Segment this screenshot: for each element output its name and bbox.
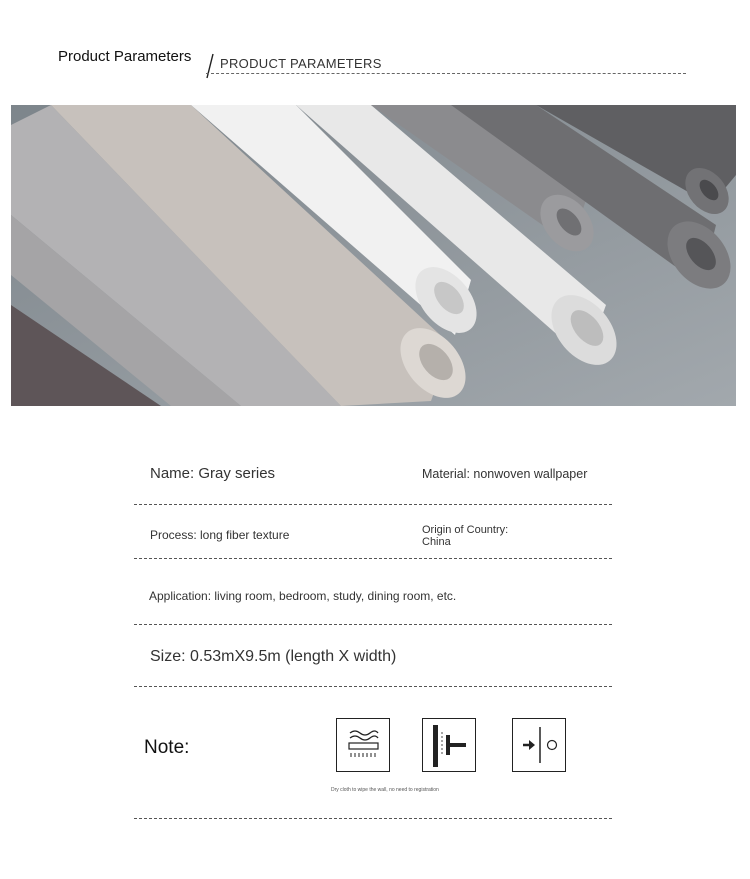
divider-3 bbox=[134, 624, 612, 625]
param-application: Application: living room, bedroom, study, dining room, etc. bbox=[149, 589, 457, 603]
header-slash bbox=[204, 52, 216, 80]
divider-5 bbox=[134, 818, 612, 819]
origin-value: China bbox=[422, 536, 451, 548]
param-material: Material: nonwoven wallpaper bbox=[422, 467, 588, 481]
product-photo bbox=[11, 105, 736, 406]
wipe-clean-icon bbox=[336, 718, 390, 772]
param-origin bbox=[422, 524, 508, 548]
header-title: Product Parameters bbox=[58, 48, 192, 65]
divider-4 bbox=[134, 686, 612, 687]
note-label: Note: bbox=[144, 737, 190, 758]
header-rule bbox=[206, 73, 686, 74]
paste-wall-icon bbox=[422, 718, 476, 772]
origin-label: Origin of Country: bbox=[422, 524, 509, 536]
param-process: Process: long fiber texture bbox=[150, 528, 290, 542]
divider-2 bbox=[134, 558, 612, 559]
param-name: Name: Gray series bbox=[150, 465, 276, 482]
note-caption: Dry cloth to wipe the wall, no need to registration bbox=[331, 787, 439, 793]
divider-1 bbox=[134, 504, 612, 505]
param-size: Size: 0.53mX9.5m (length X width) bbox=[150, 648, 397, 665]
direction-icon bbox=[512, 718, 566, 772]
header-subtitle: PRODUCT PARAMETERS bbox=[220, 56, 382, 71]
